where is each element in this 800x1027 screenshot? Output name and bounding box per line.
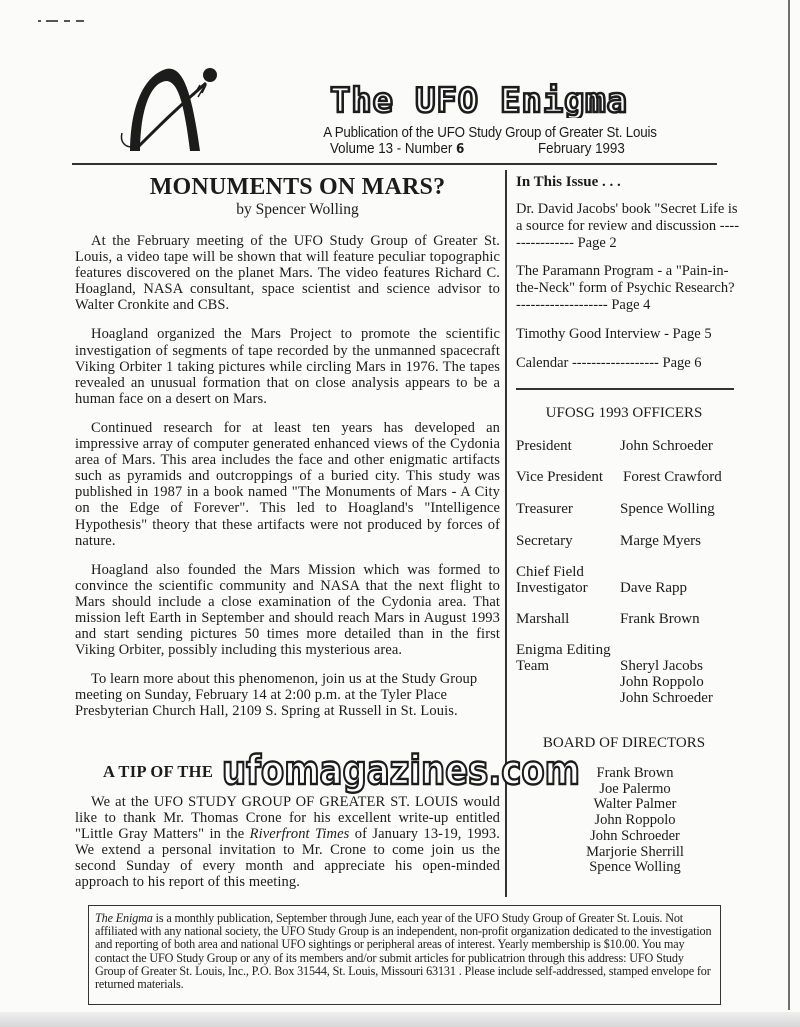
officer-name: Sheryl Jacobs [620,658,703,674]
volume-number [330,141,464,157]
page-edge [788,0,790,1010]
article-byline: by Spencer Wolling [236,201,359,218]
main-article [75,174,500,733]
board-member: John Roppolo [594,812,676,829]
article-paragraph: At the February meeting of the UFO Study Group of Greater St. Louis, a video tape will be shown that will feature peculiar topographic features discovered on the planet Mars. The video features Richard C. Hoagland, NASA consultant, space scientist and science advisor to Walter Cronkite and CBS. [75,233,500,314]
toc-item[interactable]: The Paramann Program - a "Pain-in-the-Neck" form of Psychic Research? ------------------- Page 4 [516,263,735,313]
board-member: Frank Brown [596,765,674,781]
tip-paragraph [75,794,500,891]
watermark [222,746,582,796]
officer-role: Treasurer [516,501,573,517]
watermark-text: ufomagazines.com [222,748,580,794]
toc-item[interactable]: Dr. David Jacobs' book "Secret Life is a source for review and discussion ---------------- Page 2 [516,201,740,251]
officer-name: John Roppolo [620,674,704,690]
officer-role: President [516,438,572,454]
masthead-title-text: The UFO Enigma [330,82,628,118]
officer-role: Secretary [516,533,573,549]
officer-name: John Schroeder [620,690,713,706]
issue-date: February 1993 [538,141,625,157]
masthead-rule [72,163,717,165]
board-member: Spence Wolling [589,859,681,876]
toc-item[interactable]: Calendar ------------------ Page 6 [516,354,702,371]
article-paragraph: To learn more about this phenomenon, join us at the Study Group meeting on Sunday, February 14 at 2:00 p.m. at the Tyler Place Presbyterian Church Hall, 2109 S. Spring at Russell in St. Louis. [75,671,478,720]
publication-info-text [95,912,714,991]
officer-name: Frank Brown [620,611,700,627]
officer-name: Marge Myers [620,533,701,549]
in-this-issue [516,174,742,383]
article-paragraph: Hoagland also founded the Mars Mission which was formed to convince the scientific community and NASA that the next flight to Mars should include a close examination of the Cydonia area. That mission left Earth in September and should reach Mars in August 1993 and start sending pictures 50 times more detailed than in the first Viking Orbiter, possibly including this mysterious area. [75,561,500,659]
board-member: Walter Palmer [593,796,677,813]
officers-heading: UFOSG 1993 OFFICERS [545,405,703,421]
article-paragraph: Hoagland organized the Mars Project to promote the scientific investigation of segments of tape recorded by the unmanned spacecraft Viking Orbiter 1 taking pictures while circling Mars in 1976. The tapes revealed an unusual formation that on close analysis appears to be a human face on a desert on Mars. [75,326,500,407]
publication-info-box [88,905,721,1005]
page-bottom-shadow [0,1012,800,1027]
officer-name: Dave Rapp [620,580,688,596]
officer-name: Spence Wolling [620,501,715,517]
board-heading: BOARD OF DIRECTORS [542,735,706,751]
volume-label: Volume 13 - Number [330,141,457,157]
officer-role: Vice President [516,469,603,485]
tip-publication: Riverfront Times [249,826,350,843]
tip-text: of January 13-19, 1993. We extend a personal invitation to Mr. Crone to come join us the second Sunday of every month and appreciate his open-minded approach to his report of this meeting. [75,826,500,891]
officer-name: John Schroeder [620,438,713,454]
publication-name: The Enigma [95,911,153,925]
article-paragraph: Continued research for at least ten years has developed an impressive array of computer generated enhanced views of the Cydonia area of Mars. This area includes the face and other enigmatic artifacts such as pyramids and outcroppings of a buried city. This study was published in 1987 in a book named "The Monuments of Mars - A City on the Edge of Forever". This led to Hoagland's "Intelligence Hypothesis" theory that these artifacts were not produced by forces of nature. [75,419,500,549]
officer-role: Enigma Editing Team [516,642,611,674]
arch-logo-icon [108,55,218,155]
toc-item[interactable]: Timothy Good Interview - Page 5 [516,325,712,342]
issue-number: 6 [456,142,465,157]
masthead-subtitle: A Publication of the UFO Study Group of Greater St. Louis [323,125,657,141]
toc-rule [516,388,734,390]
officer-role: Chief Field Investigator [516,564,588,596]
publication-info-body: is a monthly publication, September through June, each year of the UFO Study Group of Greater St. Louis. Not affiliated with any national society, the UFO Study Group is an independent, non-profit organization dedicated to the investigation and reporting of both area and national UFO sightings or peripheral areas of interest. Yearly membership is $10.00. You may contact the UFO Study Group or any of its members and/or submit articles for publicatrion through this address: UFO Study Group of Greater St. Louis, Inc., P.O. Box 31544, St. Louis, Missouri 63131 . Please include self-addressed, stamped envelope for returned materials. [95,911,712,992]
tip-title: A TIP OF THE [103,762,214,781]
officer-role: Marshall [516,611,570,627]
board-member: Joe Palermo [599,780,671,797]
masthead-title [326,82,636,118]
in-this-issue-heading: In This Issue . . . [516,174,621,190]
board-member: John Schroeder [590,827,680,844]
officer-name: Forest Crawford [623,469,722,485]
tip-text: We at the UFO STUDY GROUP OF GREATER ST. LOUIS would like to thank Mr. Thomas Crone for his excellent write-up entitled "Little Gray Matters" in the [75,794,500,843]
board-member: Marjorie Sherrill [586,843,684,860]
article-title: MONUMENTS ON MARS? [149,174,446,200]
scan-mark [38,19,88,23]
